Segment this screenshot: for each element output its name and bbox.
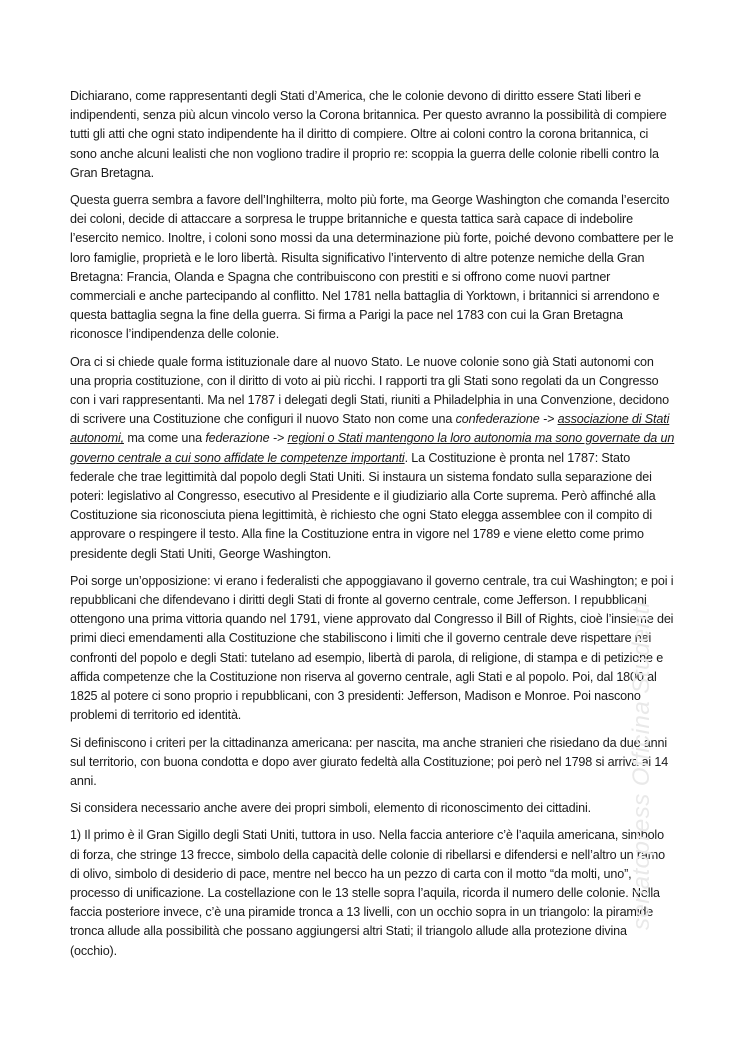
document-page — [70, 87, 675, 969]
watermark: seriatopress Officina Studenti — [628, 601, 655, 930]
paragraph-constitution-intro: Ora ci si chiede quale forma istituzionale dare al nuovo Stato. Le nuove colonie sono già Stati autonomi con una propria costituzione, con il diritto di voto ai più ricchi. I rapporti tra gli Stati sono regolati da un Congresso con i vari rappresentanti. Ma nel 1787 i delegati degli Stati, riuniti a Philadelphia in una Convenzione, decidono di scrivere una Costituzione che configuri il nuovo Stato non come una — [70, 354, 669, 427]
paragraph-declaration: Dichiarano, come rappresentanti degli Stati d’America, che le colonie devono di diritto essere Stati liberi e indipendenti, senza più alcun vincolo verso la Corona britannica. Per questo avranno la possibilità di compiere tutti gli atti che ogni stato indipendente ha il diritto di compiere. Oltre ai coloni contro la corona britannica, ci sono anche alcuni lealisti che non vogliono tradire il proprio re: scoppia la guerra delle colonie ribelli contro la Gran Bretagna. — [70, 89, 667, 180]
paragraph-citizenship: Si definiscono i criteri per la cittadinanza americana: per nascita, ma anche stranieri che risiedano da due anni sul territorio, con buona condotta e dopo aver giurato fedeltà alla Costituzione; poi però nel 1798 si arriva ai 14 anni. — [70, 735, 669, 788]
paragraph-war: Questa guerra sembra a favore dell’Inghilterra, molto più forte, ma George Washington che comanda l’esercito dei coloni, decide di attaccare a sorpresa le truppe britanniche e questa tattica sarà capace di indebolire l’esercito nemico. Inoltre, i coloni sono mossi da una determinazione più forte, poiché devono combattere per le loro famiglie, proprietà e le loro libertà. Risulta significativo l’intervento di altre potenze nemiche della Gran Bretagna: Francia, Olanda e Spagna che contribuiscono con prestiti e si offrono come nuovi partner commerciali e anche partecipando al conflitto. Nel 1781 nella battaglia di Yorktown, i britannici si arrendono e questa battaglia segna la fine della guerra. Si firma a Parigi la pace nel 1783 con cui la Gran Bretagna riconosce l’indipendenza delle colonie. — [70, 193, 674, 342]
definition-confederazione: associazione di Stati autonomi, — [70, 412, 670, 446]
paragraph-constitution — [70, 353, 675, 564]
period: . — [404, 450, 408, 465]
term-confederazione: confederazione -> — [455, 412, 555, 427]
paragraph-great-seal: 1) Il primo è il Gran Sigillo degli Stati Uniti, tuttora in uso. Nella faccia anteriore c’è l’aquila americana, simbolo di forza, che stringe 13 frecce, simbolo della capacità delle colonie di ribellarsi e difendersi e nell’altro un ramo di olivo, simbolo di desiderio di pace, mentre nel becco ha un pezzo di carta con il motto “da molti, uno”, processo di unificazione. La costellazione con le 13 stelle sopra l’aquila, ricorda il numero delle colonie. Nella faccia posteriore invece, c’è una piramide tronca a 13 livelli, con un occhio sopra in un triangolo: la piramide tronca allude alla possibilità che possano aggiungersi altri Stati; il triangolo allude alla protezione divina (occhio). — [70, 828, 665, 958]
paragraph-constitution-middle: ma come una — [123, 431, 206, 446]
paragraph-symbols: Si considera necessario anche avere dei propri simboli, elemento di riconoscimento dei cittadini. — [70, 801, 591, 816]
term-federazione: federazione -> — [205, 431, 285, 446]
definition-federazione: regioni o Stati mantengono la loro autonomia ma sono governate da un governo centrale a cui sono affidate le competenze importanti — [70, 431, 675, 465]
paragraph-constitution-rest: La Costituzione è pronta nel 1787: Stato federale che trae legittimità dal popolo degli Stati Uniti. Si instaura un sistema fondato sulla separazione dei poteri: legislativo al Congresso, esecutivo al Presidente e il giudiziario alla Corte suprema. Però affinché alla Costituzione sia riconosciuta piena legittimità, è richiesto che ogni Stato elegga assemblee con il compito di approvare o respingere il testo. Alla fine la Costituzione entra in vigore nel 1789 e viene eletto come primo presidente degli Stati Uniti, George Washington. — [70, 450, 656, 561]
paragraph-opposition: Poi sorge un’opposizione: vi erano i federalisti che appoggiavano il governo centrale, tra cui Washington; e poi i repubblicani che difendevano i diritti degli Stati di fronte al governo centrale, come Jefferson. I repubblicani ottengono una prima vittoria quando nel 1791, viene approvato dal Congresso il Bill of Rights, cioè l’insieme dei primi dieci emendamenti alla Costituzione che stabiliscono i limiti che il governo centrale deve rispettare nei confronti del popolo e degli Stati: tutelano ad esempio, libertà di parola, di religione, di stampa e di petizione e affida competenze che la Costituzione non riserva al governo centrale, agli Stati e al popolo. Poi, dal 1800 al 1825 al potere ci sono proprio i repubblicani, con 3 presidenti: Jefferson, Madison e Monroe. Poi nascono problemi di territorio ed identità. — [70, 573, 674, 723]
